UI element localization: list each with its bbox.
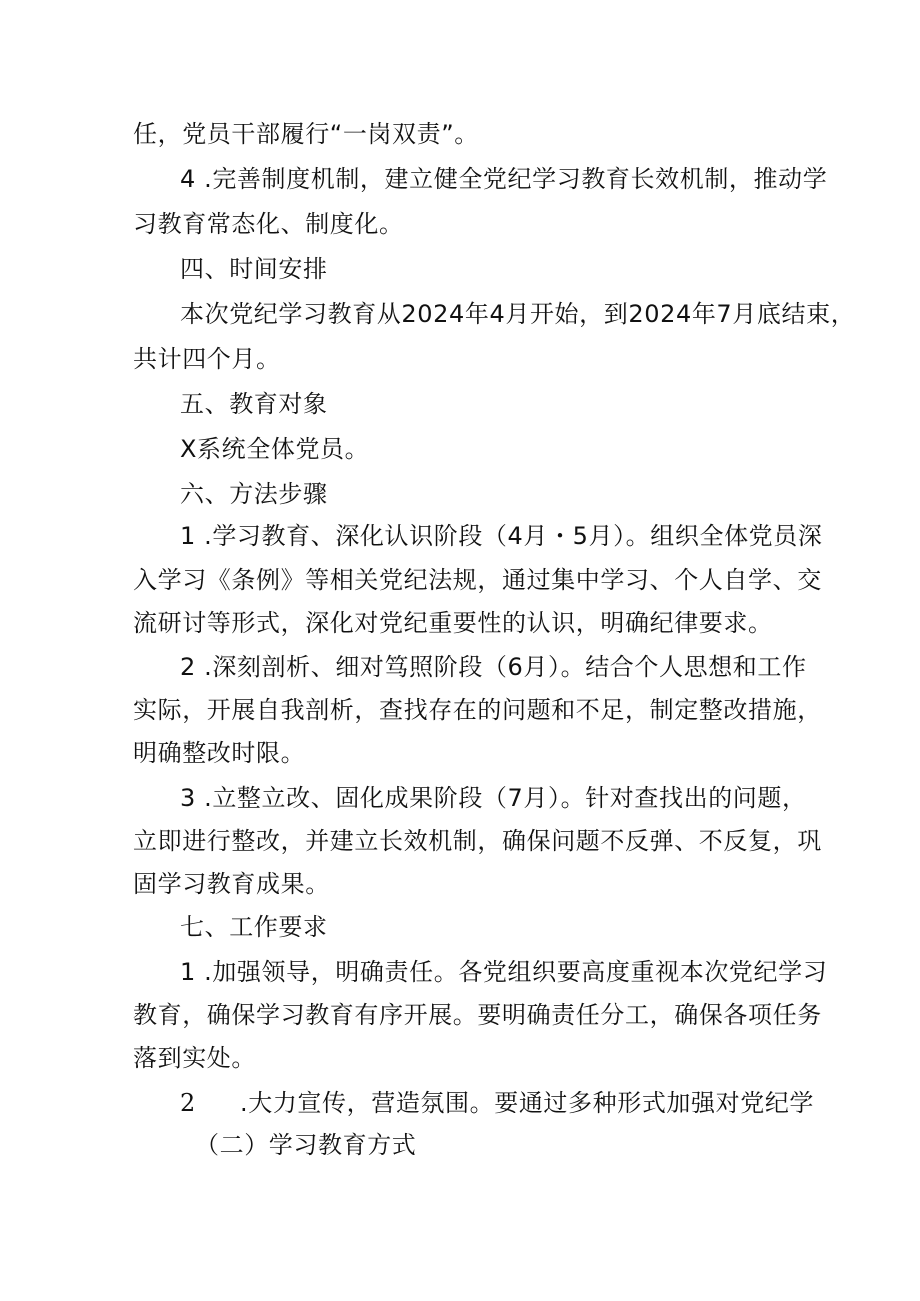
text-line: 本次党纪学习教育从2024年4月开始，到2024年7月底结束， bbox=[180, 300, 856, 328]
text-line: 落到实处。 bbox=[133, 1044, 256, 1072]
list-item-2-text: .大力宣传，营造氛围。要通过多种形式加强对党纪学 bbox=[240, 1089, 815, 1117]
subheading: （二）学习教育方式 bbox=[195, 1131, 417, 1159]
section-heading-schedule: 四、时间安排 bbox=[180, 255, 328, 283]
list-item-1: 1 .加强领导，明确责任。各党组织要高度重视本次党纪学习 bbox=[180, 958, 828, 986]
text-line: 立即进行整改，并建立长效机制，确保问题不反弹、不反复，巩 bbox=[133, 827, 822, 855]
list-item-2-number: 2 bbox=[180, 1089, 196, 1117]
section-heading-requirements: 七、工作要求 bbox=[180, 913, 328, 941]
text-line: 实际，开展自我剖析，查找存在的问题和不足，制定整改措施， bbox=[133, 696, 822, 724]
text-line: 共计四个月。 bbox=[133, 345, 281, 373]
list-item-3: 3 .立整立改、固化成果阶段（7月）。针对查找出的问题， bbox=[180, 784, 807, 812]
list-item-4: 4 .完善制度机制，建立健全党纪学习教育长效机制，推动学 bbox=[180, 165, 828, 193]
section-heading-steps: 六、方法步骤 bbox=[180, 480, 328, 508]
list-item-2: 2 .深刻剖析、细对笃照阶段（6月）。结合个人思想和工作 bbox=[180, 653, 807, 681]
text-line: 明确整改时限。 bbox=[133, 739, 306, 767]
list-item-1: 1 .学习教育、深化认识阶段（4月・5月）。组织全体党员深 bbox=[180, 522, 823, 550]
text-line: 教育，确保学习教育有序开展。要明确责任分工，确保各项任务 bbox=[133, 1001, 822, 1029]
text-line: 入学习《条例》等相关党纪法规，通过集中学习、个人自学、交 bbox=[133, 566, 822, 594]
text-line: 流研讨等形式，深化对党纪重要性的认识，明确纪律要求。 bbox=[133, 609, 773, 637]
text-line: 固学习教育成果。 bbox=[133, 870, 330, 898]
section-heading-target: 五、教育对象 bbox=[180, 390, 328, 418]
text-line: 任，党员干部履行“一岗双责”。 bbox=[133, 120, 479, 148]
text-line: 习教育常态化、制度化。 bbox=[133, 210, 404, 238]
text-line: X系统全体党员。 bbox=[180, 435, 370, 463]
